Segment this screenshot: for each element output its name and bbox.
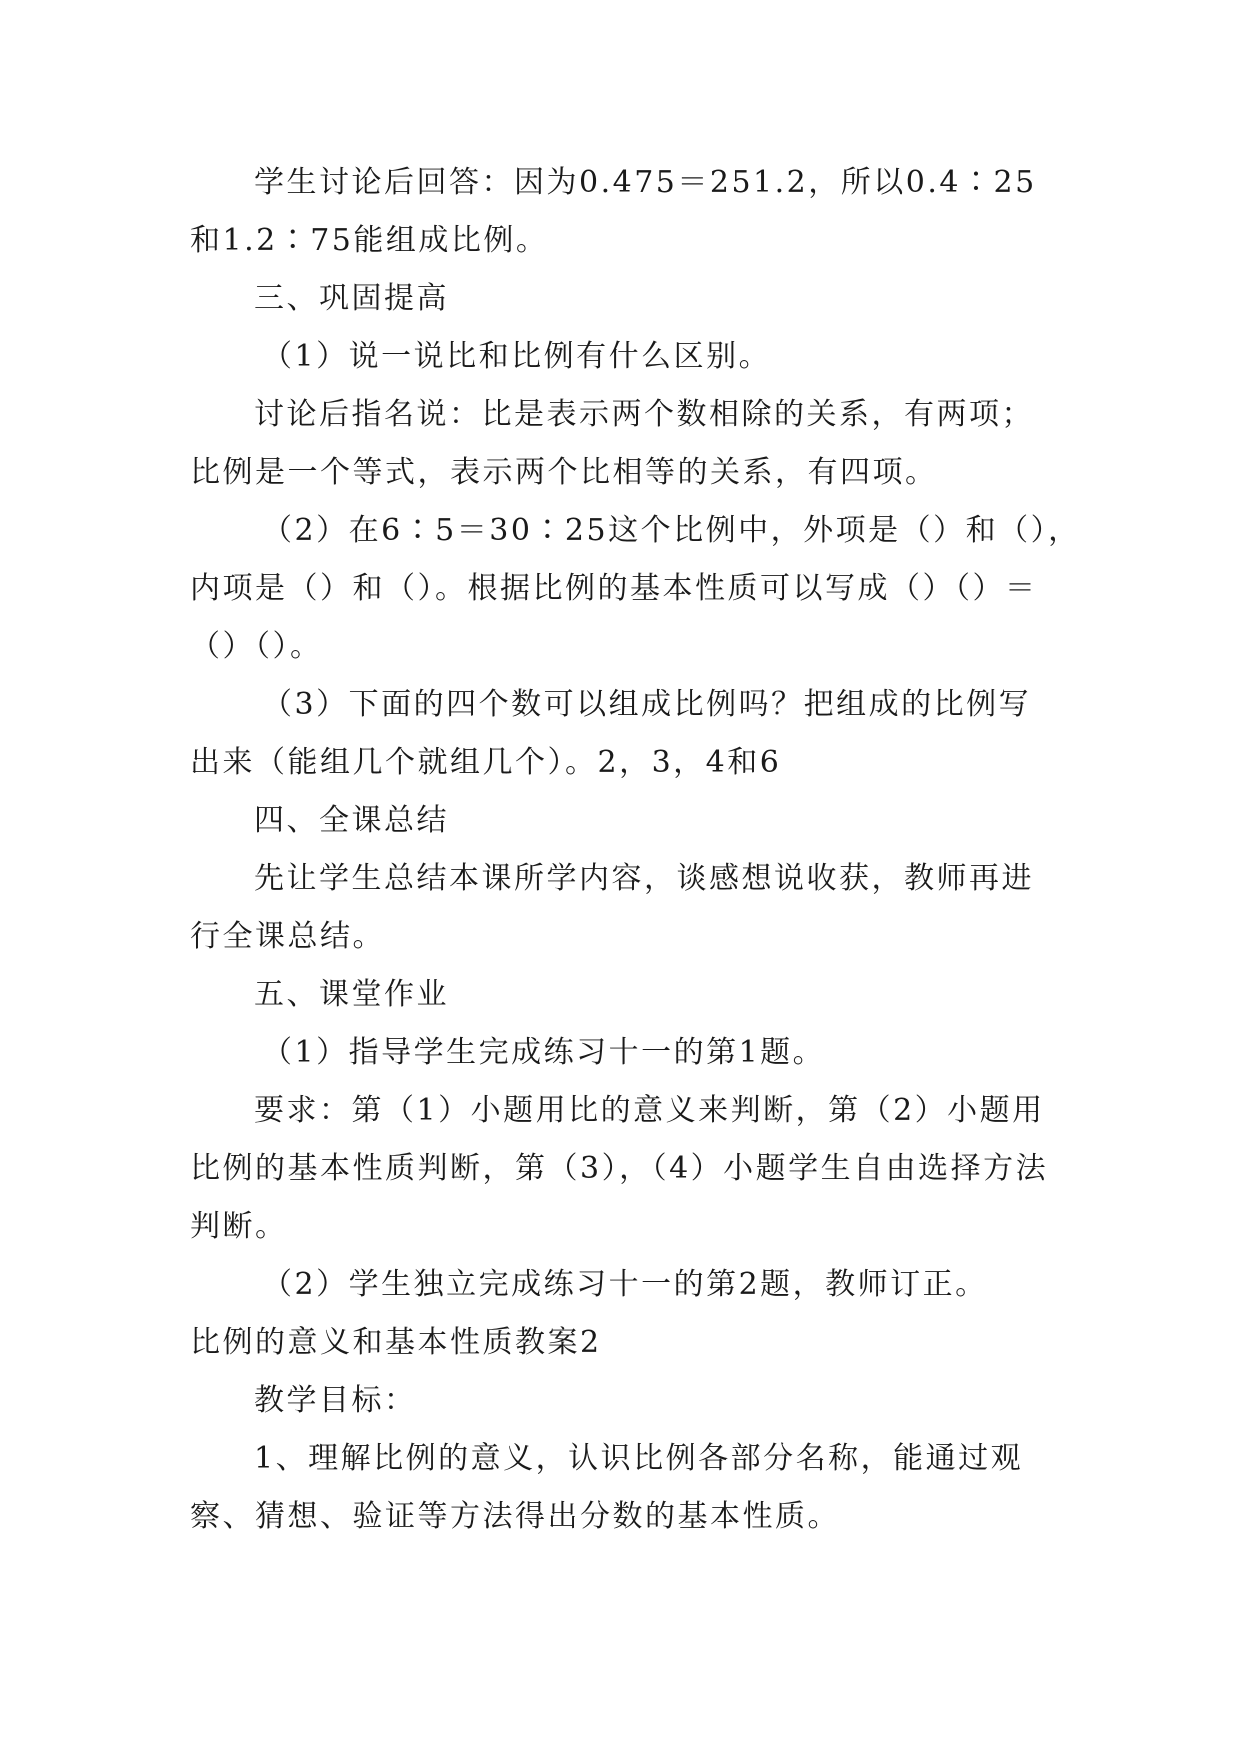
paragraph-line: 比例的基本性质判断，第（3），（4）小题学生自由选择方法 xyxy=(190,1151,1049,1186)
paragraph-line: 内项是（）和（）。根据比例的基本性质可以写成（）（）＝ xyxy=(190,571,1038,606)
section-heading: 三、巩固提高 xyxy=(254,281,449,316)
paragraph-line: 出来（能组几个就组几个）。2，3，4和6 xyxy=(190,745,782,780)
question-item: （1）说一说比和比例有什么区别。 xyxy=(262,339,772,374)
paragraph-line: 比例是一个等式，表示两个比相等的关系，有四项。 xyxy=(190,455,938,490)
paragraph-line: 要求：第（1）小题用比的意义来判断，第（2）小题用 xyxy=(254,1093,1045,1128)
question-item: （2）学生独立完成练习十一的第2题，教师订正。 xyxy=(262,1267,988,1302)
paragraph-line: 判断。 xyxy=(190,1209,288,1244)
paragraph-line: （）（）。 xyxy=(190,629,323,664)
paragraph-line: 察、猜想、验证等方法得出分数的基本性质。 xyxy=(190,1499,840,1534)
section-heading: 教学目标： xyxy=(254,1383,417,1418)
paragraph-line: 先让学生总结本课所学内容，谈感想说收获，教师再进 xyxy=(254,861,1034,896)
document-title: 比例的意义和基本性质教案2 xyxy=(190,1325,602,1360)
paragraph-line: 1、理解比例的意义，认识比例各部分名称，能通过观 xyxy=(254,1441,1024,1476)
section-heading: 五、课堂作业 xyxy=(254,977,449,1012)
section-heading: 四、全课总结 xyxy=(254,803,449,838)
paragraph-line: 和1.2∶75能组成比例。 xyxy=(190,223,549,258)
paragraph-line: 学生讨论后回答：因为0.475＝251.2，所以0.4∶25 xyxy=(254,165,1037,200)
question-item: （1）指导学生完成练习十一的第1题。 xyxy=(262,1035,826,1070)
paragraph-line: 讨论后指名说：比是表示两个数相除的关系，有两项； xyxy=(254,397,1034,432)
question-item: （3）下面的四个数可以组成比例吗？把组成的比例写 xyxy=(262,687,1032,722)
paragraph-line: 行全课总结。 xyxy=(190,919,385,954)
question-item: （2）在6∶5＝30∶25这个比例中，外项是（）和（）， xyxy=(262,513,1081,548)
